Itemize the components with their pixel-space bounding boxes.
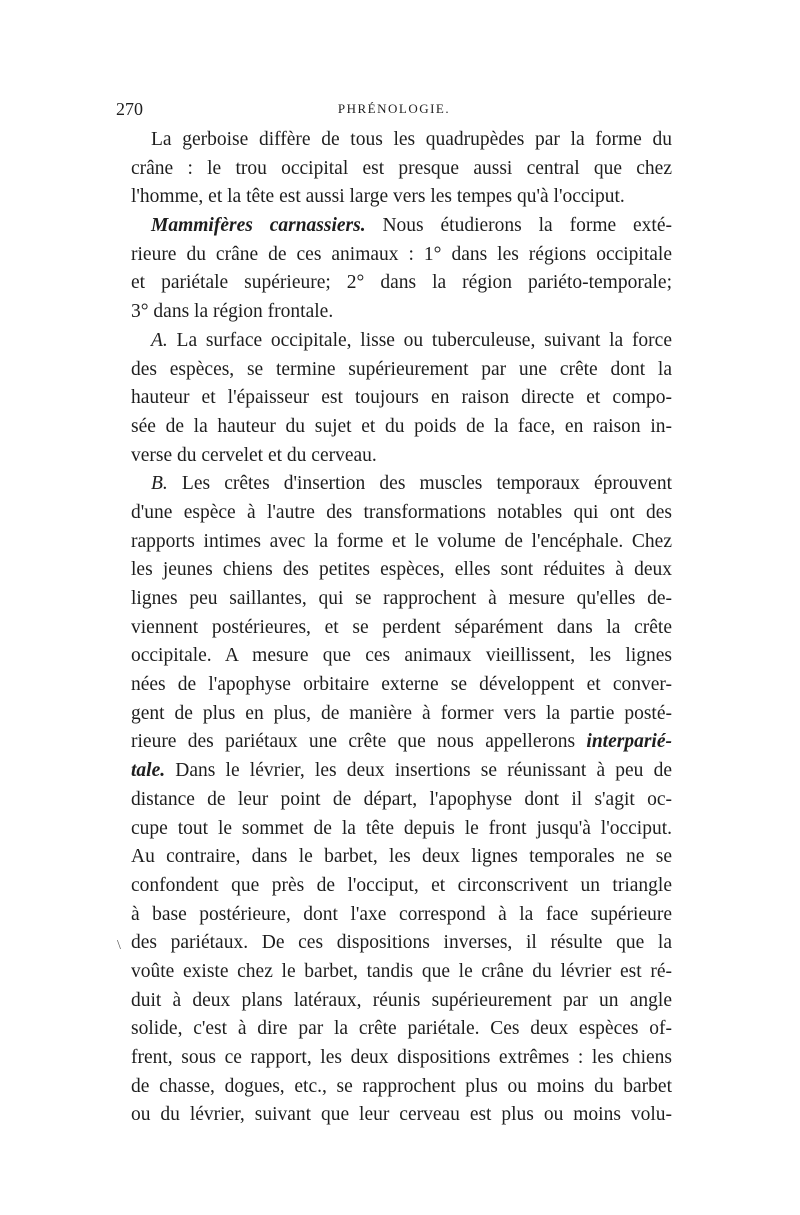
text-line: duit à deux plans latéraux, réunis supérieurement par un angle [131,989,672,1011]
text-fragment: La surface occipitale, lisse ou tuberculeuse, suivant la force [167,329,672,351]
text-line [131,757,672,786]
text-line: frent, sous ce rapport, les deux dispositions extrêmes : les chiens [131,1047,672,1068]
text-line: rieure du crâne de ces animaux : 1° dans les régions occipitale [131,243,672,265]
page-header [116,99,672,125]
text-fragment: Nous étudierons la forme exté- [365,215,672,237]
text-line: d'une espèce à l'autre des transformations notables qui ont des [131,501,672,523]
text-line: de chasse, dogues, etc., se rapprochent plus ou moins du barbet [131,1075,672,1097]
text-line: gent de plus en plus, de manière à former vers la partie posté- [131,702,672,724]
text-line: rapports intimes avec la forme et le volume de l'encéphale. Chez [131,530,672,552]
text-line: hauteur et l'épaisseur est toujours en raison directe et compo- [131,387,672,409]
text-line: crâne : le trou occipital est presque aussi central que chez [131,157,672,179]
emphasis-term: interparié- [586,731,672,753]
margin-mark: \ [117,938,121,953]
text-fragment: Dans le lévrier, les deux insertions se réunissant à peu de [165,760,672,782]
text-line: voûte existe chez le barbet, tandis que le crâne du lévrier est ré- [131,960,672,982]
text-line: La gerboise diffère de tous les quadrupèdes par la forme du [151,129,672,150]
text-line [131,470,672,499]
paragraph-marker: B. [151,473,168,495]
text-line: sée de la hauteur du sujet et du poids de la face, en raison in- [131,415,672,437]
text-line: verse du cervelet et du cerveau. [131,444,377,466]
text-line: l'homme, et la tête est aussi large vers les tempes qu'à l'occiput. [131,186,625,208]
text-line: des pariétaux. De ces dispositions inverses, il résulte que la [131,932,672,954]
text-line: ou du lévrier, suivant que leur cerveau est plus ou moins volu- [131,1104,672,1126]
text-line: les jeunes chiens des petites espèces, elles sont réduites à deux [131,559,672,581]
paragraph-marker: A. [151,329,168,351]
body-text [131,126,672,1130]
text-line: viennent postérieures, et se perdent séparément dans la crête [131,616,672,638]
text-line: Au contraire, dans le barbet, les deux lignes temporales ne se [131,846,672,868]
text-line: occipitale. A mesure que ces animaux vieillissent, les lignes [131,645,672,667]
page-number: 270 [116,99,143,119]
text-line [131,728,672,757]
section-heading: Mammifères carnassiers. [151,215,366,237]
text-line: 3° dans la région frontale. [131,301,334,323]
text-line: des espèces, se termine supérieurement par une crête dont la [131,358,672,380]
text-line: et pariétale supérieure; 2° dans la région pariéto-temporale; [131,272,672,294]
text-line: solide, c'est à dire par la crête pariétale. Ces deux espèces of- [131,1018,672,1040]
text-line [131,327,672,356]
text-fragment: rieure des pariétaux une crête que nous appellerons [131,731,587,753]
text-line: à base postérieure, dont l'axe correspond à la face supérieure [131,903,672,925]
text-line: distance de leur point de départ, l'apophyse dont il s'agit oc- [131,788,672,810]
text-line [131,212,672,241]
text-line: lignes peu saillantes, qui se rapprochent à mesure qu'elles de- [131,588,672,609]
text-line: confondent que près de l'occiput, et circonscrivent un triangle [131,874,672,896]
text-line: cupe tout le sommet de la tête depuis le front jusqu'à l'occiput. [131,817,672,839]
text-line: nées de l'apophyse orbitaire externe se développent et conver- [131,674,672,696]
text-fragment: Les crêtes d'insertion des muscles temporaux éprouvent [167,473,672,495]
emphasis-term: tale. [131,760,166,782]
running-title: PHRÉNOLOGIE. [337,101,451,116]
